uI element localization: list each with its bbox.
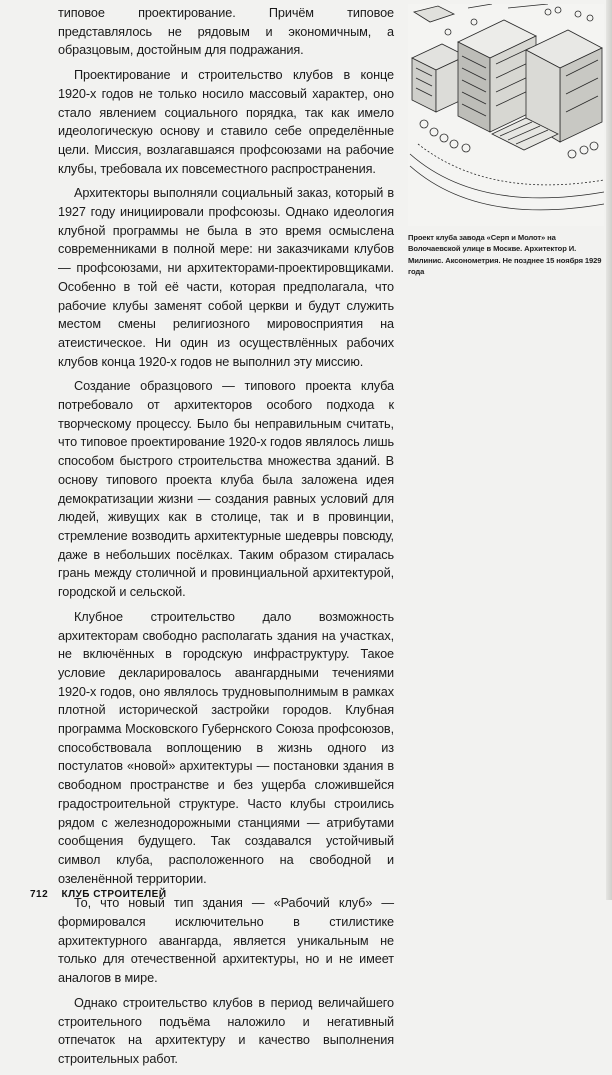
paragraph-4: Создание образцового — типового проекта клуба потребовало от архитекторов особого подхода к творческому процессу. Было бы неправильным считать, что типовое проектирование 1920-х годов являлось лишь способом быстрого строительства множества зданий. В основу типового проекта клуба была заложена идея демократизации жизни — создания равных условий для людей, живущих как в столице, так и в провинции, стремление возводить архитектурные шедевры повсюду, даже в небольших посёлках. Таким образом стиралась грань между столичной и провинциальной архитектурой, городской и сельской. [58,379,394,600]
paragraph-2: Проектирование и строительство клубов в конце 1920-х годов не только носило массовый характер, оно стало явлением социального порядка, так как имело идеологическую основу и ставило себе определённые цели. Миссия, возлагавшаяся профсоюзами на рабочие клубы, требовала их повсеместного распространения. [58,68,394,176]
main-text-column [58,4,394,1075]
page-edge-shadow [606,0,612,900]
paragraph-1: типовое проектирование. Причём типовое представлялось не рядовым и экономичным, а образцовым, достойным для подражания. [58,6,394,58]
page-number: 712 [30,889,49,900]
figure-caption: Проект клуба завода «Серп и Молот» на Волочаевской улице в Москве. Архитектор И. Милинис. Аксонометрия. Не позднее 15 ноября 1929 года [408,233,602,277]
paragraph-7: Однако строительство клубов в период величайшего строительного подъёма наложило и негативный отпечаток на архитектуру и качество выполнения строительных работ. [58,995,394,1066]
page-footer [30,889,167,900]
paragraph-3: Архитекторы выполняли социальный заказ, который в 1927 году инициировали профсоюзы. Однако идеология клубной программы не была в это время осмыслена современниками в полной мере: ни заказчиками клубов — профсоюзами, ни архитекторами-проектировщиками. Особенно в той её части, которая предполагала, что рабочие клубы заменят собой церкви и будут служить местом смены религиозного мировосприятия на атеистическое. Ни один из осуществлённых рабочих клубов конца 1920-х годов не выполнил эту миссию. [58,186,394,369]
paragraph-6: То, что новый тип здания — «Рабочий клуб» — формировался исключительно в стилистике архитектурного авангарда, является уникальным не только для отечественной архитектуры, но и не имеет аналогов в мире. [58,896,394,986]
running-title: КЛУБ СТРОИТЕЛЕЙ [61,889,167,900]
axonometric-drawing-figure [408,4,604,226]
paragraph-5: Клубное строительство дало возможность архитекторам свободно располагать здания на участках, не включённых в городскую инфраструктуру. Такое условие декларировалось авангардными течениями 1920-х годов, оно являлось трудновыполнимым в рамках плотной исторической застройки городов. Клубная программа Московского Губернского Союза профсоюзов, способствовала воплощению в жизнь одного из постулатов «новой» архитектуры — постановки здания в свободном пространстве и без ущерба сложившейся градостроительной структуре. Часто клубы строились рядом с железнодорожными станциями — атрибутами сообщения будущего. Так создавался устойчивый символ клуба, расположенного на свободной и озеленённой территории. [58,609,394,886]
club-axonometry-illustration [408,4,604,226]
